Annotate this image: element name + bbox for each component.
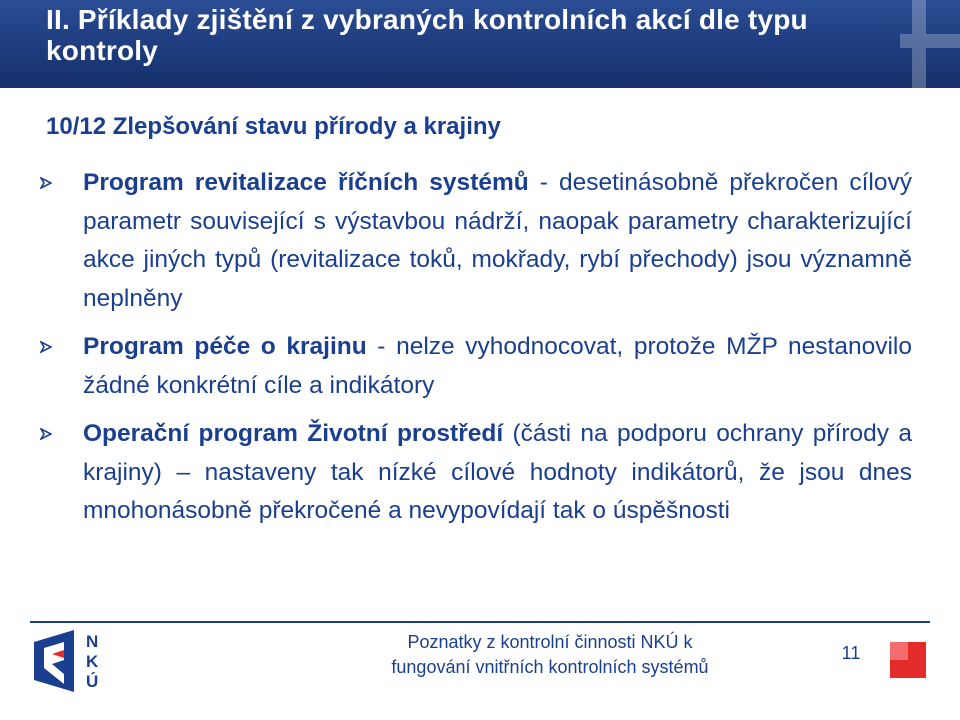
bullet-text: (části na podporu ochrany přírody a krajiny) – nastaveny tak nízké cílové hodnoty indikátorů, že jsou dnes mnohonásobně překročené a nevypovídají tak o úspěšnosti	[83, 420, 912, 524]
logo-letter: N	[86, 632, 99, 651]
bullet-item	[40, 164, 912, 318]
page-number: 11	[841, 643, 861, 663]
footer-caption	[330, 630, 770, 680]
red-square-decoration	[890, 642, 926, 678]
footer-line-1: Poznatky z kontrolní činnosti NKÚ k	[407, 632, 693, 652]
arrow-bullet-icon	[40, 428, 52, 440]
bullet-item	[40, 415, 912, 531]
bullet-item	[40, 328, 912, 405]
footer-divider	[30, 621, 930, 623]
slide-title: II. Příklady zjištění z vybraných kontrolních akcí dle typu kontroly	[46, 4, 808, 66]
bullet-text: - desetinásobně překročen cílový parametr související s výstavbou nádrží, naopak parametry charakterizující akce jiných typů (revitalizace toků, mokřady, rybí přechody) jsou významně neplněny	[83, 169, 912, 312]
logo-letter: Ú	[86, 672, 99, 691]
bullet-text: - nelze vyhodnocovat, protože MŽP nestanovilo žádné konkrétní cíle a indikátory	[83, 333, 912, 399]
bullet-list	[40, 164, 912, 531]
arrow-bullet-icon	[40, 177, 52, 189]
bullet-heading: Program revitalizace říčních systémů	[83, 169, 529, 196]
section-subtitle: 10/12 Zlepšování stavu přírody a krajiny	[46, 113, 501, 140]
arrow-bullet-icon	[40, 341, 52, 353]
logo-letter: K	[86, 652, 99, 671]
footer-line-2: fungování vnitřních kontrolních systémů	[391, 657, 709, 677]
bullet-heading: Operační program Životní prostředí	[83, 420, 504, 447]
nku-logo	[30, 628, 130, 694]
bullet-heading: Program péče o krajinu	[83, 333, 367, 360]
